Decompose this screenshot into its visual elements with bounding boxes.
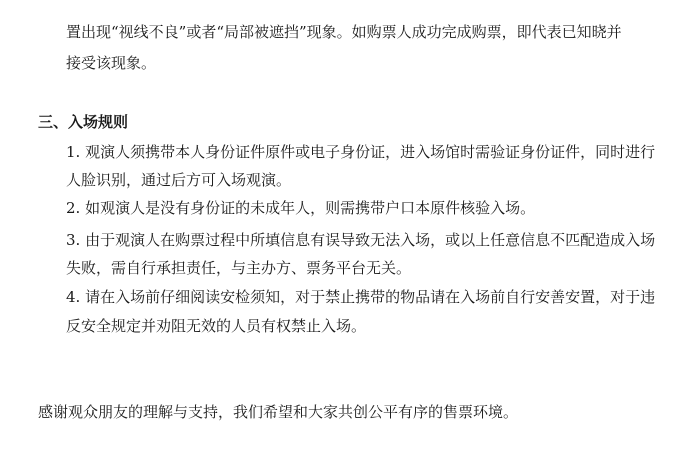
- rule-1-line-2: 人脸识别，通过后方可入场观演。: [66, 171, 292, 189]
- section-heading-entry-rules: 三、入场规则: [38, 113, 129, 131]
- intro-line-1: 置出现“视线不良”或者“局部被遮挡”现象。如购票人成功完成购票，即代表已知晓并: [66, 23, 622, 41]
- closing-statement: 感谢观众朋友的理解与支持，我们希望和大家共创公平有序的售票环境。: [38, 403, 519, 421]
- rule-4-line-2: 反安全规定并劝阻无效的人员有权禁止入场。: [66, 317, 367, 335]
- rule-2-line-1: 2. 如观演人是没有身份证的未成年人，则需携带户口本原件核验入场。: [66, 199, 536, 217]
- intro-line-2: 接受该现象。: [66, 54, 157, 72]
- rule-3-line-2: 失败，需自行承担责任，与主办方、票务平台无关。: [66, 259, 412, 277]
- rule-4-line-1: 4. 请在入场前仔细阅读安检须知，对于禁止携带的物品请在入场前自行安善安置，对于违: [66, 288, 656, 306]
- rule-3-line-1: 3. 由于观演人在购票过程中所填信息有误导致无法入场，或以上任意信息不匹配造成入场: [66, 231, 656, 249]
- rule-1-line-1: 1. 观演人须携带本人身份证件原件或电子身份证，进入场馆时需验证身份证件，同时进行: [66, 143, 656, 161]
